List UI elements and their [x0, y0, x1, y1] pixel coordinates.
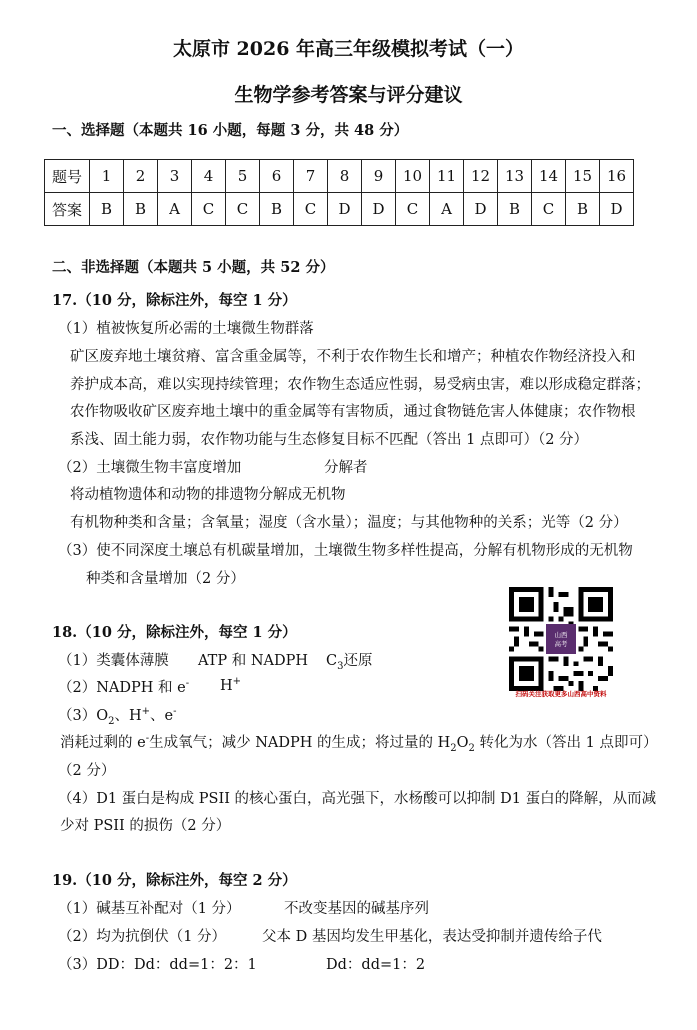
answer-cell: C: [532, 193, 566, 226]
q19-answer-line: （3）DD：Dd：dd=1：2：1: [58, 957, 257, 973]
qr-code-icon: [509, 587, 613, 691]
answer-cell: C: [294, 193, 328, 226]
q18-answer-line: ATP 和 NADPH: [198, 653, 309, 669]
qr-center-label: 高考: [554, 639, 568, 648]
q18-answer-line: [220, 676, 241, 694]
answer-table: [44, 159, 634, 226]
subscript: 2: [450, 742, 457, 754]
q18-answer-line: [60, 731, 657, 754]
text-fragment: 还原: [343, 653, 373, 669]
answer-cell: B: [90, 193, 124, 226]
q17-answer-line: 农作物吸收矿区废弃地土壤中的重金属等有害物质，通过食物链危害人体健康；农作物根: [70, 404, 636, 420]
question-number: 16: [600, 160, 634, 193]
answer-key-title: 生物学参考答案与评分建议: [234, 84, 463, 106]
q17-answer-line: （2）土壤微生物丰富度增加: [58, 460, 242, 476]
question-number: 8: [328, 160, 362, 193]
answer-cell: D: [328, 193, 362, 226]
q17-heading: 17.（10 分，除标注外，每空 1 分）: [52, 292, 297, 309]
superscript: +: [141, 706, 151, 718]
question-number: 14: [532, 160, 566, 193]
subscript: 2: [468, 742, 475, 754]
answer-cell: D: [464, 193, 498, 226]
question-number: 6: [260, 160, 294, 193]
question-number: 13: [498, 160, 532, 193]
text-fragment: 、e: [150, 708, 174, 724]
subscript: 2: [108, 715, 115, 727]
q17-answer-line: 分解者: [324, 460, 368, 476]
q19-answer-line: （2）均为抗倒伏（1 分）: [58, 929, 227, 945]
answer-cell: D: [600, 193, 634, 226]
q19-answer-line: Dd：dd=1：2: [326, 957, 426, 973]
text-fragment: 转化为水（答出 1 点即可）: [474, 735, 658, 751]
answer-cell: C: [226, 193, 260, 226]
answer-cell: C: [396, 193, 430, 226]
q17-answer-line: 养护成本高，难以实现持续管理；农作物生态适应性弱，易受病虫害，难以形成稳定群落；: [70, 377, 650, 393]
qr-caption: 扫码关注获取更多山西高中资料: [515, 690, 607, 698]
question-number: 12: [464, 160, 498, 193]
qr-center-label: 山西: [554, 631, 568, 640]
question-number: 9: [362, 160, 396, 193]
q18-answer-line: [58, 676, 189, 697]
question-number: 7: [294, 160, 328, 193]
superscript: -: [145, 733, 150, 745]
text-fragment: H: [220, 677, 233, 694]
q18-answer-line: （1）类囊体薄膜: [58, 653, 169, 669]
exam-title: 太原市 2026 年高三年级模拟考试（一）: [172, 38, 525, 60]
q18-answer-line: [58, 704, 177, 727]
question-number: 5: [226, 160, 260, 193]
row-label-answer: 答案: [45, 193, 90, 226]
text-fragment: 生成氧气；减少 NADPH 的生成；将过量的 H: [149, 735, 451, 751]
q17-answer-line: 有机物种类和含量；含氧量；湿度（含水量）；温度；与其他物种的关系；光等（2 分）: [70, 515, 628, 531]
q17-answer-line: （1）植被恢复所必需的土壤微生物群落: [58, 321, 314, 337]
q17-answer-line: （3）使不同深度土壤总有机碳量增加，土壤微生物多样性提高，分解有机物形成的无机物: [58, 543, 633, 559]
answer-cell: B: [260, 193, 294, 226]
q19-answer-line: （1）碱基互补配对（1 分）: [58, 901, 241, 917]
q17-answer-line: 将动植物遗体和动物的排遗物分解成无机物: [70, 487, 346, 503]
text-fragment: 消耗过剩的 e: [60, 735, 146, 751]
text-fragment: （3）O: [58, 708, 109, 724]
q19-answer-line: 父本 D 基因均发生甲基化，表达受抑制并遗传给子代: [262, 929, 602, 945]
text-fragment: （2）NADPH 和 e: [58, 680, 186, 696]
question-number: 4: [192, 160, 226, 193]
q18-answer-line: （2 分）: [58, 763, 116, 779]
superscript: +: [232, 676, 242, 687]
q18-answer-line: （4）D1 蛋白是构成 PSII 的核心蛋白，高光强下，水杨酸可以抑制 D1 蛋白的降解，从而减: [58, 791, 657, 807]
answer-cell: C: [192, 193, 226, 226]
question-number: 10: [396, 160, 430, 193]
q18-answer-line: 少对 PSII 的损伤（2 分）: [60, 818, 231, 834]
answer-table-answer-row: [45, 193, 634, 226]
question-number: 3: [158, 160, 192, 193]
answer-cell: B: [498, 193, 532, 226]
subscript: 3: [337, 660, 344, 672]
text-fragment: C: [326, 653, 338, 669]
section1-heading: 一、选择题（本题共 16 小题，每题 3 分，共 48 分）: [52, 122, 409, 139]
q17-answer-line: 矿区废弃地土壤贫瘠、富含重金属等，不利于农作物生长和增产；种植农作物经济投入和: [70, 349, 636, 365]
answer-table-number-row: [45, 160, 634, 193]
q18-heading: 18.（10 分，除标注外，每空 1 分）: [52, 624, 297, 641]
q19-answer-line: 不改变基因的碱基序列: [284, 901, 429, 917]
question-number: 11: [430, 160, 464, 193]
answer-cell: D: [362, 193, 396, 226]
answer-cell: A: [158, 193, 192, 226]
q17-answer-line: 种类和含量增加（2 分）: [86, 571, 245, 587]
q18-answer-line: [326, 649, 372, 672]
question-number: 1: [90, 160, 124, 193]
answer-cell: B: [124, 193, 158, 226]
row-label-number: 题号: [45, 160, 90, 193]
superscript: -: [173, 706, 177, 718]
answer-cell: B: [566, 193, 600, 226]
answer-cell: A: [430, 193, 464, 226]
q17-answer-line: 系浅、固土能力弱，农作物功能与生态修复目标不匹配（答出 1 点即可）（2 分）: [70, 432, 589, 448]
question-number: 15: [566, 160, 600, 193]
question-number: 2: [124, 160, 158, 193]
superscript: -: [185, 678, 190, 690]
section2-heading: 二、非选择题（本题共 5 小题，共 52 分）: [52, 259, 335, 276]
text-fragment: O: [456, 735, 469, 751]
q19-heading: 19.（10 分，除标注外，每空 2 分）: [52, 872, 297, 889]
text-fragment: 、H: [114, 708, 142, 724]
